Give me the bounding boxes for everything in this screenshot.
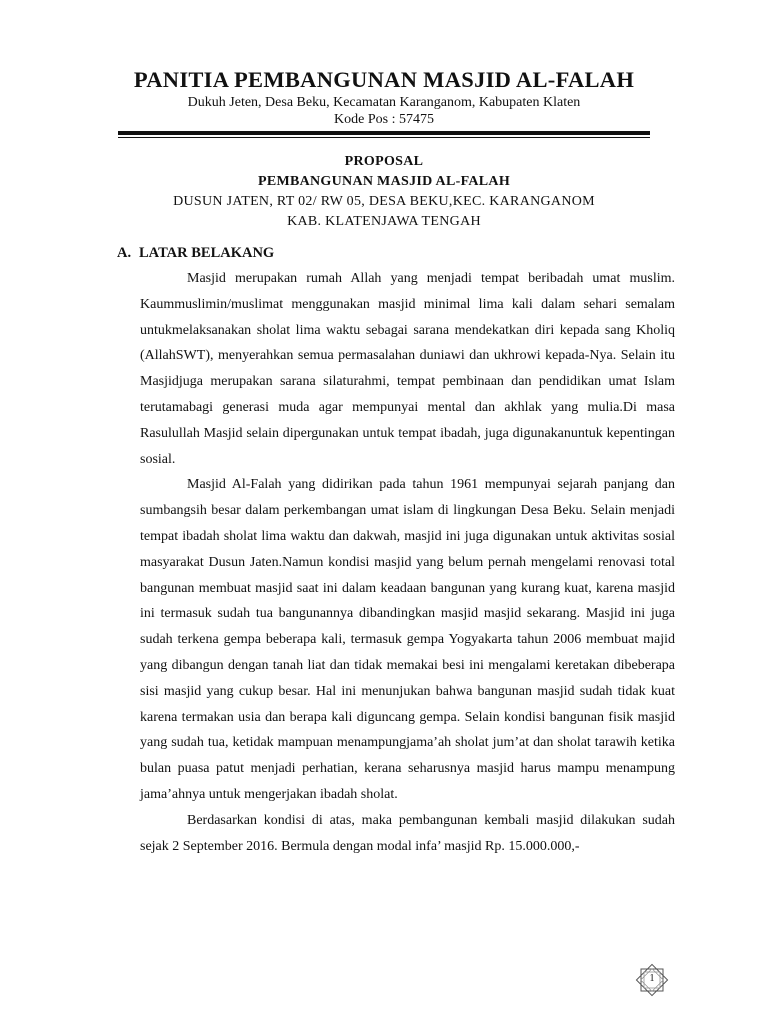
letterhead-rule-thick [118,131,650,135]
paragraph: Masjid Al-Falah yang didirikan pada tahun 1961 mempunyai sejarah panjang dan sumbangsih besar dalam perkembangan umat islam di lingkungan Desa Beku. Selain menjadi tempat ibadah sholat lima waktu dan dakwah, masjid ini juga digunakan untuk aktivitas sosial masyarakat Dusun Jaten.Namun kondisi masjid yang belum pernah mengelami renovasi total bangunan membuat masjid saat ini dalam keadaan bangunan yang kurang kuat, karena masjid ini termasuk sudah tua bangunannya dibandingkan masjid masjid sekarang. Masjid ini juga sudah terkena gempa beberapa kali, termasuk gempa Yogyakarta tahun 2006 membuat majid yang dibangun dengan tanah liat dan tidak memakai besi ini mengalami keretakan dibeberapa sisi masjid yang cukup besar. Hal ini menunjukan bahwa bangunan masjid sudah tidak kuat karena termakan usia dan berapa kali diguncang gempa. Selain kondisi bangunan fisik masjid yang sudah tua, ketidak mampuan menampungjama’ah sholat jum’at dan sholat tarawih ketika bulan puasa patut menjadi perhatian, kerana seharusnya masjid harus mampu menampung jama’ahnya untuk mengerjakan ibadah sholat. [140,477,675,802]
paragraph: Masjid merupakan rumah Allah yang menjadi tempat beribadah umat muslim. Kaummuslimin/muslimat menggunakan masjid minimal lima kali dalam sehari semalam untukmelaksanakan sholat lima waktu sebagai sarana mendekatkan diri kepada sang Kholiq (AllahSWT), menyerahkan semua permasalahan duniawi dan ukhrowi kepada-Nya. Selain itu Masjidjuga merupakan sarana silaturahmi, tempat pembinaan dan pendidikan umat Islam terutamabagi generasi muda agar mempunyai mental dan akhlak yang mulia.Di masa Rasulullah Masjid selain dipergunakan untuk tempat ibadah, juga digunakanuntuk kepentingan sosial. [140,271,675,467]
ornamental-star-icon [634,962,670,998]
proposal-subtitle: PEMBANGUNAN MASJID AL-FALAH [257,174,511,189]
proposal-region-line: KAB. KLATENJAWA TENGAH [287,214,481,229]
proposal-title: PROPOSAL [344,154,424,169]
proposal-location-line: DUSUN JATEN, RT 02/ RW 05, DESA BEKU,KEC. KARANGANOM [173,194,595,209]
letterhead [90,66,678,128]
page-number: 1 [649,973,655,984]
postal-code: Kode Pos : 57475 [334,112,434,127]
body-text [140,266,675,859]
section-number: A. [117,245,132,261]
organization-name: PANITIA PEMBANGUNAN MASJID AL-FALAH [133,67,635,92]
proposal-heading [100,152,668,232]
organization-address: Dukuh Jeten, Desa Beku, Kecamatan Karanganom, Kabupaten Klaten [187,95,581,110]
section-heading [117,245,274,262]
section-title: LATAR BELAKANG [139,245,275,261]
letterhead-rule-thin [118,137,650,138]
paragraph: Berdasarkan kondisi di atas, maka pembangunan kembali masjid dilakukan sudah sejak 2 September 2016. Bermula dengan modal infa’ masjid Rp. 15.000.000,- [140,812,675,854]
